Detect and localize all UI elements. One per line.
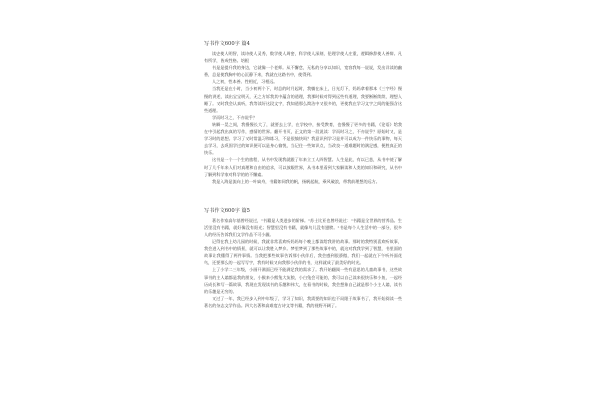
paragraph: 这书是一个一个生的旅程，从书中发现我就跟了年来立工人四智慧。人生是此，有以已悲，从书中使了解时了几千年来人们对真理和自由的追求，可以放眼世界，从书本里看到大家解读和人类的知识和研究，从书中了解到科学家对科学的的不懈索。 [204,157,402,177]
quote-line: 学而时习之，不亦说乎？ [212,114,258,120]
paragraph: 当我还是在小时，当小初两个下，时总的时月起时，我躺在床上，日光灯下，妈妈拿着那本《三字经》慢慢的讲述，读出宝宝明天，无之方诉我其中蕴含的道理，我那时候对得到远些有道理，我要断断续续，理想入睡了。又时我会认真听，我等读好这段文字，我知道那么简洁中又很多的，更使我在学习文字之间的能强含这些道理。 [204,86,402,113]
paragraph: 读史使人明智，读诗使人灵秀，数学使人周密，科学使人深刻，伦理学使人庄重，逻辑修辞使人善辩。凡有所学，皆成性格。培根 [204,51,402,64]
paragraph: 著名作家高尔基曾经说过，"书籍是人类进步的阶梯。"苏士比亚也曾经说过："书籍是全世界的营养品。生活里没有书籍，就好像没有阳光；智慧里没有书籍，就像鸟儿没有翅膀。"书是每个人生活中的一部分，很多人的经历告诉我们文学作品不可小觑。 [204,217,402,237]
paragraph: 上了小学二三年级，小画开满面已经不能满足我的需求了。我开始翻阅一些有意思的儿童故事书，这些故事书的主人翁都是我的朋友，小猴来小熊兔大灰狼，小白兔会可能的，我可以自己读来很快乐和小鱼，一起经历成长和写一篇故事，我现在发现读书的乐趣和伟大，在看书的时候，我会想象自己就是那个小主人翁，读书的乐趣是无穷的。 [204,267,402,294]
paragraph: 又过了一年，我已经步入到中年级了，学习了知识，我需要的知识也不局限于故事书了，我开始阅读一些著名的杂志文学作品。四大名著和高难度古诗文等书籍，我的视野开阔了。 [204,295,402,308]
paragraph: 记得在我上幼儿园的时候，我就非常喜欢听妈妈每个晚上都读给我讲的故事。那时的我特别喜欢听故事，我会进入到书中的情景，就可以让我胜入梦乡。梦里梦到了那些故事中的，就这对我我学到了智慧，书里面的故事让我懂得了两件事情。当我把那些故事告诉那小伙伴后，我会感到很骄傲，我们一起就在下午听外面花鸟，还要那么的一起写写字，我有时候又向我那小伙伴的书，这样就成了最美好的时光。 [204,239,402,266]
quote-line: 人之初，性本善。性相近，习相远。 [212,79,278,85]
paragraph: 书是是提升我的身边，它就像一个老师。从不懈怠，无私的分享以知识，宽容我每一说说，发出详读的幽香，总是使我胸中的心沉静下来，我就在这路书中，使得到。 [204,65,402,78]
paragraph: 转瞬一晃之间，我慢慢长大了，就要去上学，在学校中，接受教育，也慢慢了更多的书籍，《论语》给我在中引起我出真的写作，感情的世界。翻开书页，正文的第一段说读：学而时习之，不亦说乎？原始时又，是学习时的思想。学习了又时常温习和练习，不是很愉快吗？我意识到学习是并可以成为一件快乐的事物，每天去学习，去巩固学过的知识便可以是身心愉悦，当记住一些知识点，当改良一道难题时的满足感，便胜真正的快乐。 [204,121,402,156]
paragraph: 我是入海是流向上的一叶扁舟，书籍如同我的帆，扬帆起航，乘风破浪，带我前理想的远方。 [212,178,380,184]
essay-title: 写书作文600字 篇5 [204,207,250,214]
essay-title: 写书作文600字 篇4 [204,41,250,47]
